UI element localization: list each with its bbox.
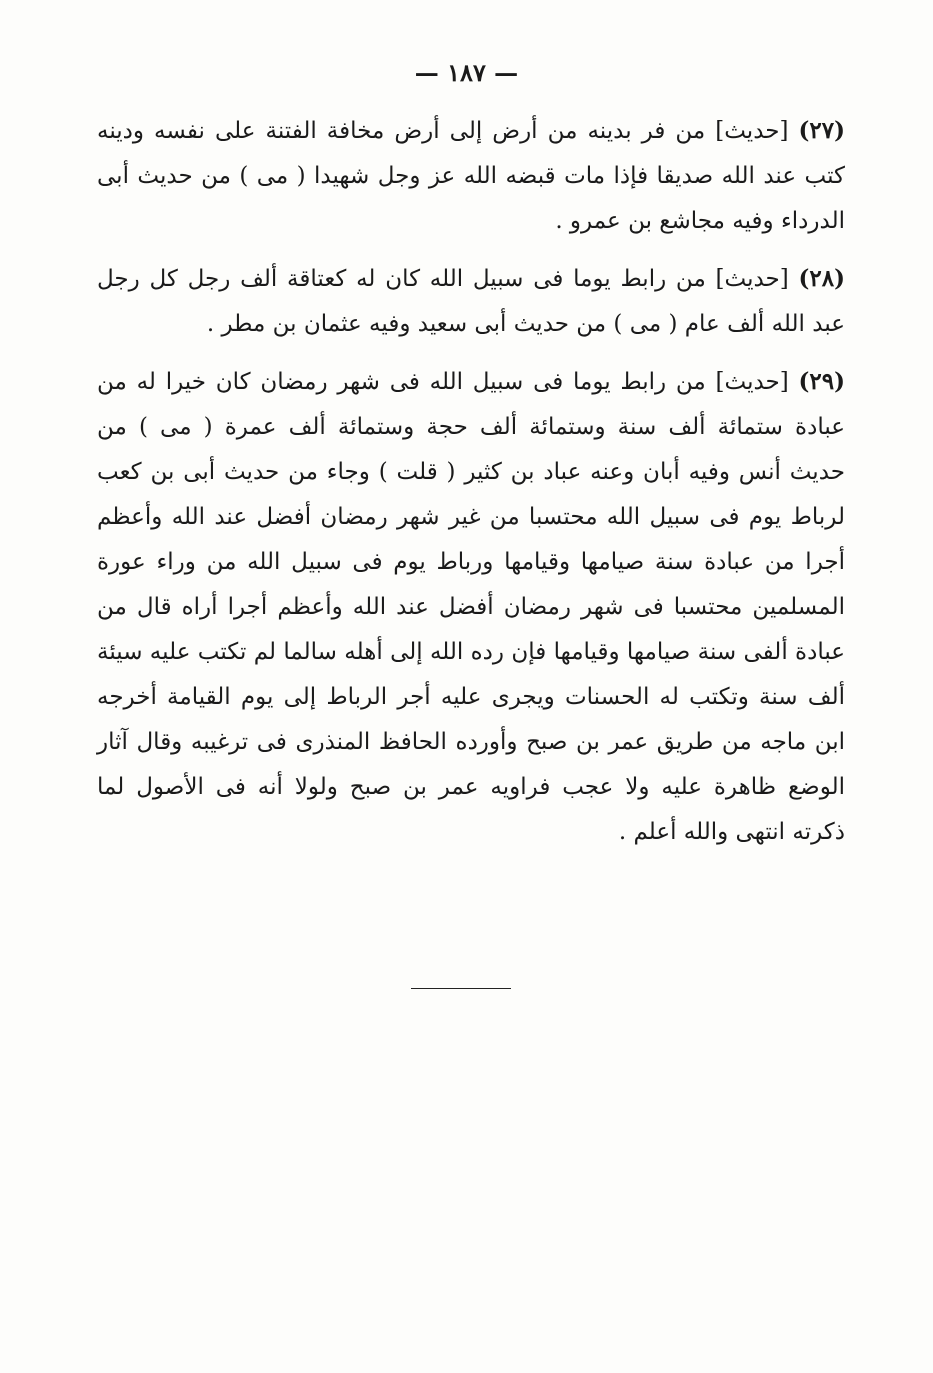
hadith-entry-29	[97, 359, 845, 855]
hadith-entry-28	[97, 256, 845, 347]
hadith-number: (٢٧)	[798, 117, 846, 144]
hadith-body: من رابط يوما فى سبيل الله فى شهر رمضان كان خيرا له من عبادة ستمائة ألف سنة وستمائة ألف حجة وستمائة ألف عمرة ( مى ) من حديث أنس وفيه أبان وعنه عباد بن كثير ( قلت ) وجاء من حديث أبى بن كعب لرباط يوم فى سبيل الله محتسبا من غير شهر رمضان أفضل عند الله وأعظم أجرا من عبادة سنة صيامها وقيامها ورباط يوم فى سبيل الله من وراء عورة المسلمين محتسبا فى شهر رمضان أفضل عند الله وأعظم أجرا أراه قال من عبادة ألفى سنة صيامها وقيامها فإن رده الله إلى أهله سالما لم تكتب عليه سيئة ألف سنة وتكتب له الحسنات ويجرى عليه أجر الرباط إلى يوم القيامة أخرجه ابن ماجه من طريق عمر بن صبح وأورده الحافظ المنذرى فى ترغيبه وقال آثار الوضع ظاهرة عليه ولا عجب فراويه عمر بن صبح ولولا أنه فى الأصول لما ذكرته انتهى والله أعلم .	[97, 369, 846, 845]
hadith-text-block	[97, 108, 845, 867]
hadith-body: من فر بدينه من أرض إلى أرض مخافة الفتنة على نفسه ودينه كتب عند الله صديقا فإذا مات قبضه الله عز وجل شهيدا ( مى ) من حديث أبى الدرداء وفيه مجاشع بن عمرو .	[97, 118, 845, 234]
hadith-number: (٢٨)	[798, 265, 845, 292]
hadith-number: (٢٩)	[798, 368, 846, 395]
hadith-tag: [حديث]	[715, 266, 789, 292]
hadith-body: من رابط يوما فى سبيل الله كان له كعتاقة ألف رجل كل رجل عبد الله ألف عام ( مى ) من حديث أبى سعيد وفيه عثمان بن مطر .	[97, 266, 845, 337]
hadith-tag: [حديث]	[715, 369, 789, 395]
page-number: — ١٨٧ —	[414, 58, 519, 87]
section-divider-rule	[411, 988, 511, 989]
hadith-tag: [حديث]	[715, 118, 789, 144]
hadith-entry-27	[97, 108, 845, 244]
